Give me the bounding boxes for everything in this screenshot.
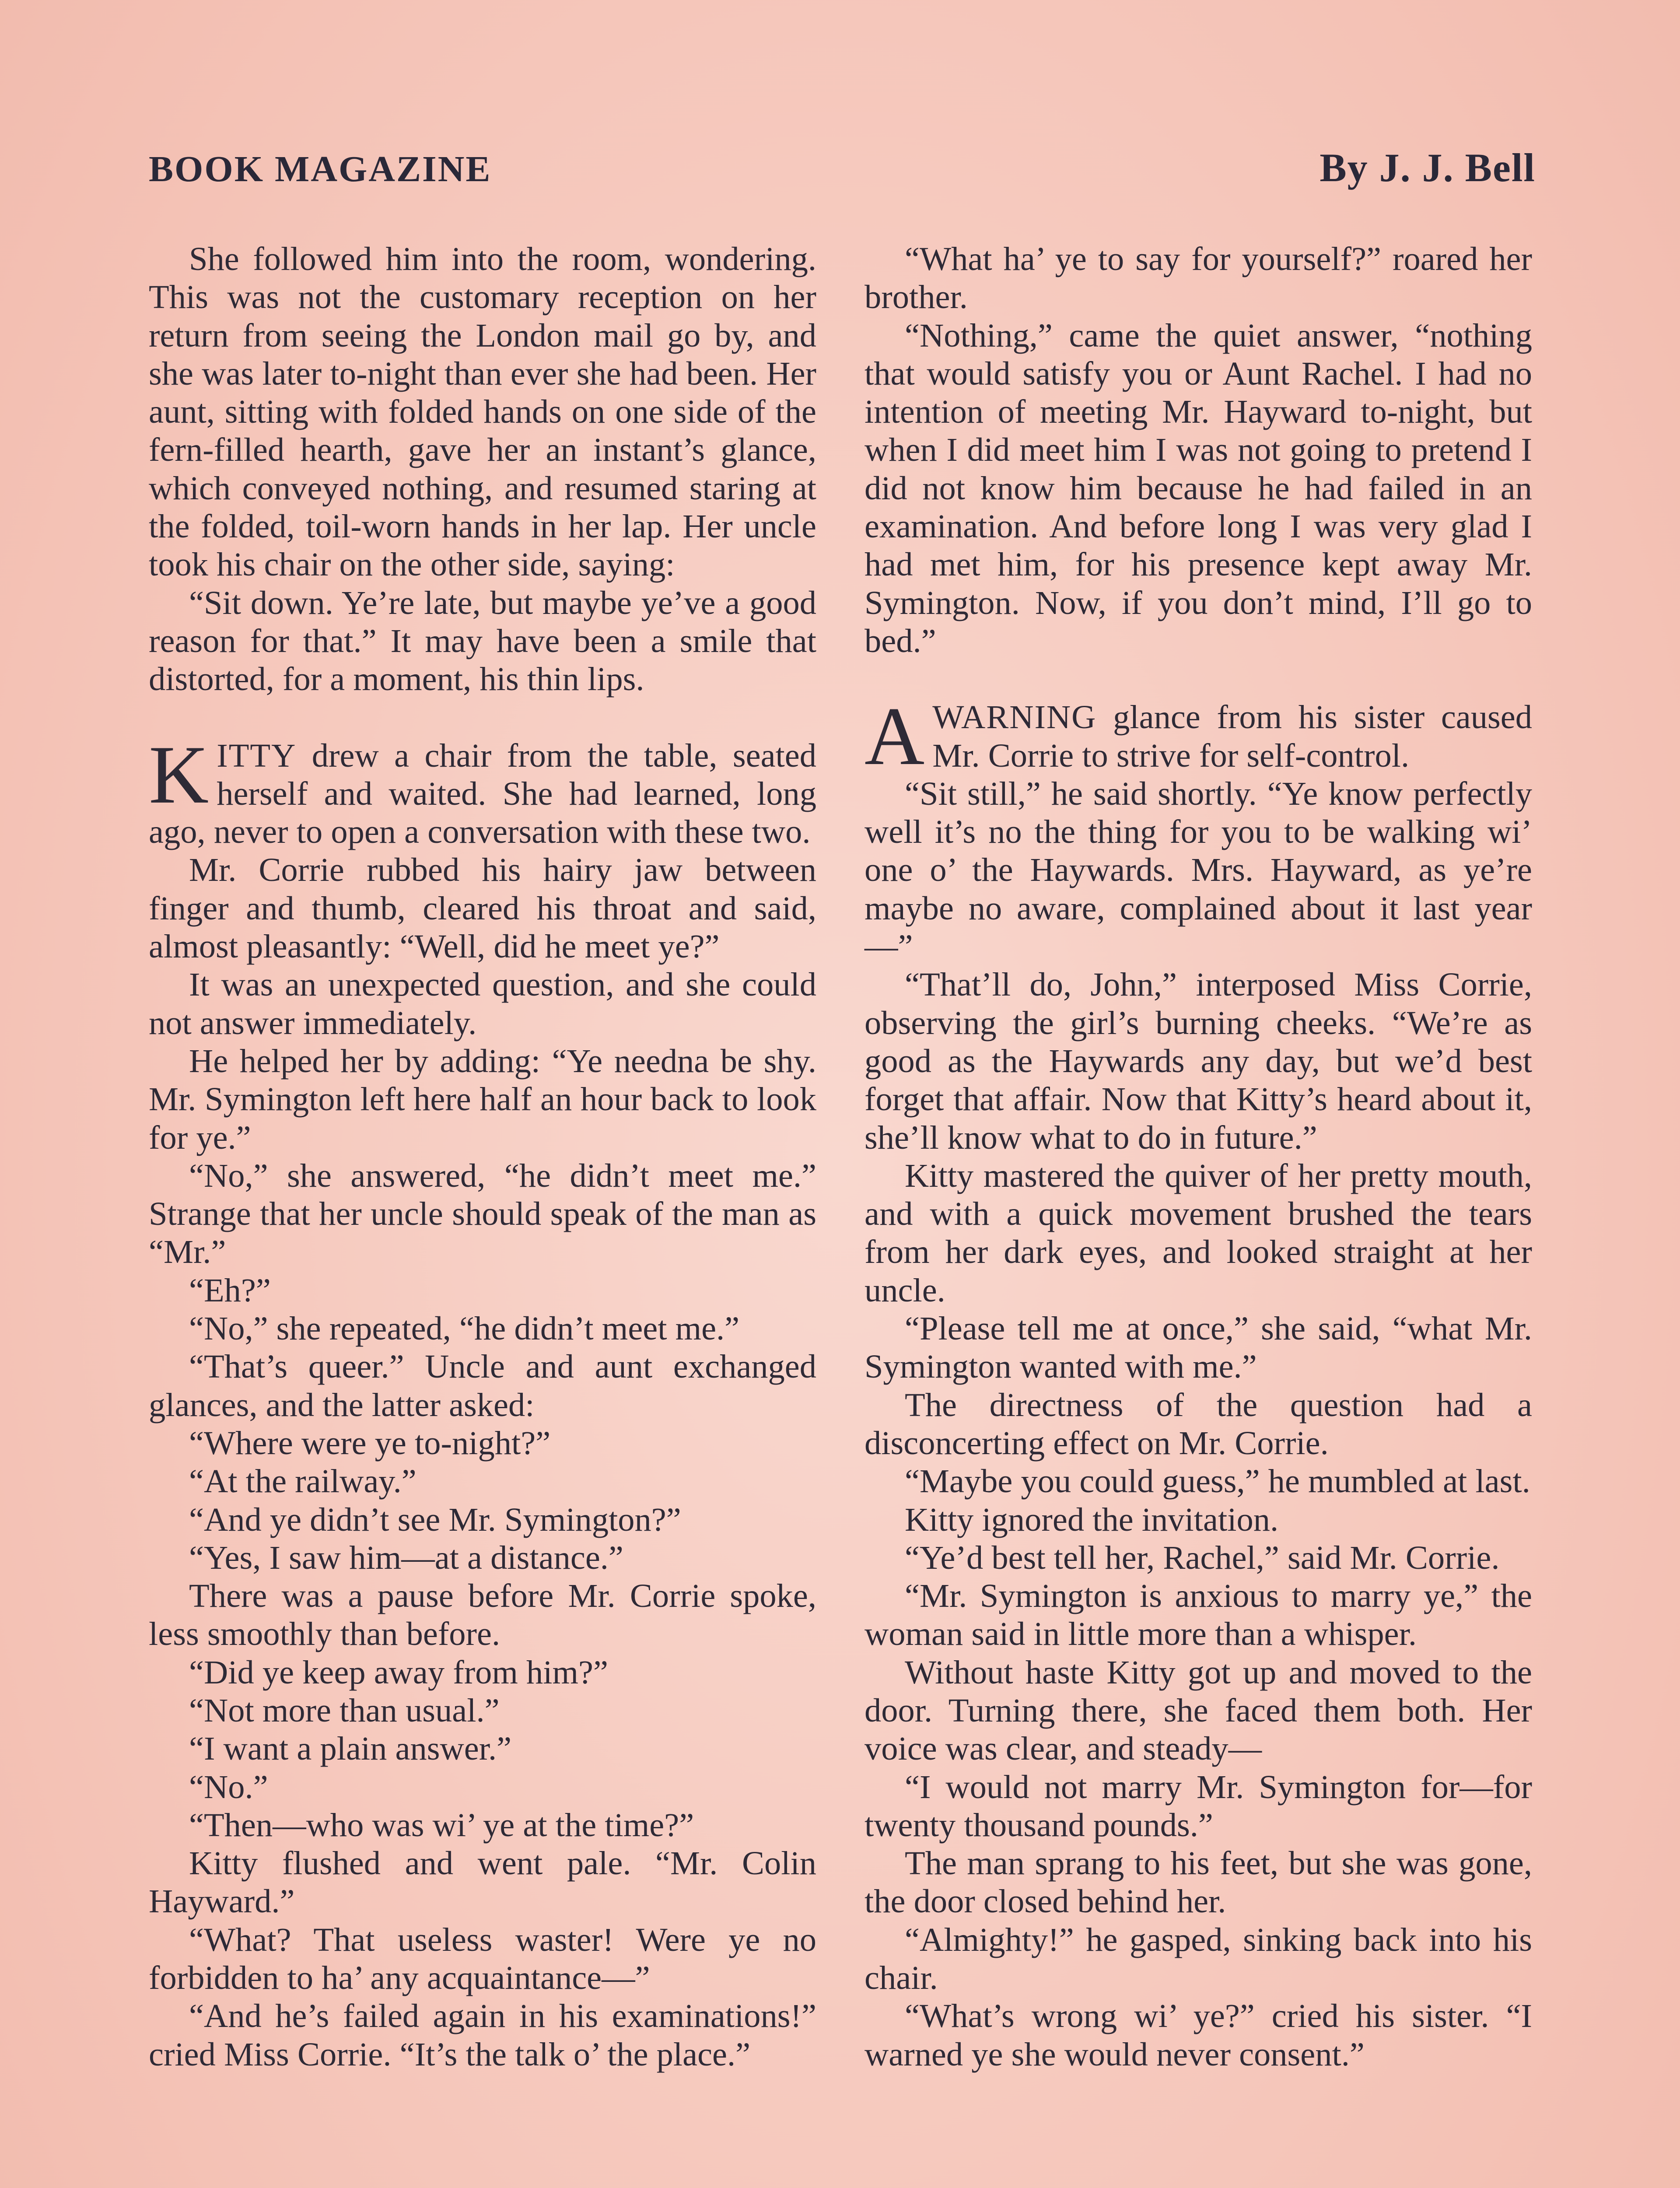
paragraph: “At the railway.” [189,1462,416,1500]
paragraph: “Eh?” [189,1271,271,1309]
paragraph: “I would not marry Mr. Symington for—for twenty thousand pounds.” [864,1768,1532,1844]
author-byline: By J. J. Bell [1320,145,1536,190]
paragraph: “Sit still,” he said shortly. “Ye know perfectly well it’s no the thing for you to be walking wi’ one o’ the Haywards. Mrs. Hayward, as ye’re maybe no aware, complained about it last year—” [864,775,1532,965]
paragraph: He helped her by adding: “Ye needna be shy. Mr. Symington left here half an hour back to look for ye.” [149,1042,816,1156]
paragraph: “What ha’ ye to say for yourself?” roared her brother. [864,240,1532,316]
paragraph: “No,” she answered, “he didn’t meet me.” Strange that her uncle should speak of the man as “Mr.” [149,1157,816,1271]
running-header [149,144,1536,197]
paragraph: “That’ll do, John,” interposed Miss Corrie, observing the girl’s burning cheeks. “We’re as good as the Haywards any day, but we’d best forget that affair. Now that Kitty’s heard about it, she’ll know what to do in future.” [864,966,1532,1156]
paragraph: “Then—who was wi’ ye at the time?” [189,1806,694,1844]
paragraph: “Did ye keep away from him?” [189,1653,608,1691]
paragraph: “That’s queer.” Uncle and aunt exchanged glances, and the latter asked: [149,1348,816,1424]
paragraph: “I want a plain answer.” [189,1730,512,1767]
paragraph: “What’s wrong wi’ ye?” cried his sister. “I warned ye she would never consent.” [864,1997,1532,2073]
paragraph: The man sprang to his feet, but she was gone, the door closed behind her. [864,1844,1532,1920]
paragraph: “Nothing,” came the quiet answer, “nothing that would satisfy you or Aunt Rachel. I had no intention of meeting Mr. Hayward to-night, but when I did meet him I was not going to pretend I did not know him because he had failed in an examination. And before long I was very glad I had met him, for his presence kept away Mr. Symington. Now, if you don’t mind, I’ll go to bed.” [864,316,1532,659]
paragraph: It was an unexpected question, and she could not answer immediately. [149,966,816,1041]
paragraph: Kitty mastered the quiver of her pretty mouth, and with a quick movement brushed the tears from her dark eyes, and looked straight at her uncle. [864,1157,1532,1309]
paragraph: “And ye didn’t see Mr. Symington?” [189,1501,681,1538]
lead-in-word: ITTY [217,736,297,774]
paragraph: Kitty flushed and went pale. “Mr. Colin Hayward.” [149,1844,816,1920]
paragraph: There was a pause before Mr. Corrie spoke, less smoothly than before. [149,1577,816,1653]
paragraph: “Please tell me at once,” she said, “what Mr. Symington wanted with me.” [864,1310,1532,1385]
lead-in-word: WARNING [932,698,1097,736]
paragraph: Mr. Corrie rubbed his hairy jaw between finger and thumb, cleared his throat and said, almost pleasantly: “Well, did he meet ye?” [149,851,816,965]
paragraph-text: drew a chair from the table, seated herself and waited. She had learned, long ago, never to open a conversation with these two. [149,736,816,851]
paragraph: “Where were ye to-night?” [189,1424,551,1462]
paragraph: “Sit down. Ye’re late, but maybe ye’ve a good reason for that.” It may have been a smile that distorted, for a moment, his thin lips. [149,584,816,698]
paragraph: “No,” she repeated, “he didn’t meet me.” [189,1310,740,1347]
left-text-column [149,240,816,2073]
paragraph: “No.” [189,1768,268,1806]
paragraph: “Mr. Symington is anxious to marry ye,” the woman said in little more than a whisper. [864,1577,1532,1653]
paragraph: “Yes, I saw him—at a distance.” [189,1539,623,1576]
paragraph: “Almighty!” he gasped, sinking back into his chair. [864,1921,1532,1997]
section-break [149,698,816,736]
section-break [864,660,1532,698]
paragraph: The directness of the question had a disconcerting effect on Mr. Corrie. [864,1386,1532,1462]
paragraph: Kitty ignored the invitation. [905,1501,1279,1538]
paragraph: “Not more than usual.” [189,1691,500,1729]
section-opening-paragraph [149,729,816,851]
drop-cap: K [149,729,209,821]
paragraph-text: glance from his sister caused Mr. Corrie to strive for self-control. [932,698,1532,774]
right-text-column [864,240,1532,2073]
drop-cap: A [864,691,925,783]
paragraph: “And he’s failed again in his examinations!” cried Miss Corrie. “It’s the talk o’ the place.” [149,1997,816,2073]
section-opening-paragraph [864,691,1532,783]
paragraph: Without haste Kitty got up and moved to the door. Turning there, she faced them both. Her voice was clear, and steady— [864,1653,1532,1767]
paragraph: “Maybe you could guess,” he mumbled at last. [905,1462,1530,1500]
paragraph: She followed him into the room, wondering. This was not the customary reception on her return from seeing the London mail go by, and she was later to-night than ever she had been. Her aunt, sitting with folded hands on one side of the fern-filled hearth, gave her an instant’s glance, which conveyed nothing, and resumed staring at the folded, toil-worn hands in her lap. Her uncle took his chair on the other side, saying: [149,240,816,583]
magazine-title: BOOK MAGAZINE [149,149,492,189]
paragraph: “What? That useless waster! Were ye no forbidden to ha’ any acquaintance—” [149,1921,816,1997]
paragraph: “Ye’d best tell her, Rachel,” said Mr. Corrie. [905,1539,1500,1576]
